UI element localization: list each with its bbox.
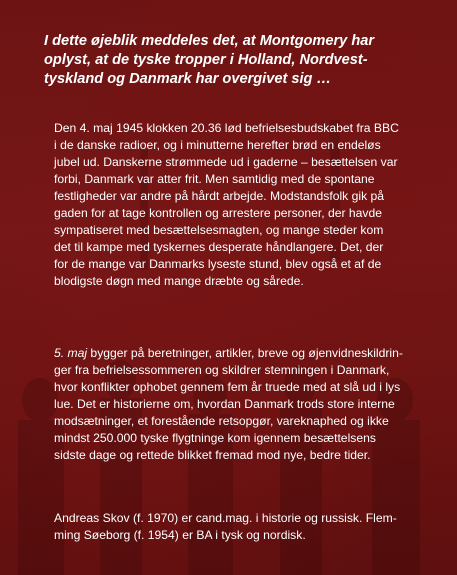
text-line: hvor konflikter ophobet gennem fem år truede med at slå ud i lys xyxy=(54,380,401,394)
text-line: Andreas Skov (f. 1970) er cand.mag. i historie og russisk. Flem- xyxy=(54,511,397,525)
headline-quote xyxy=(44,32,424,89)
headline-line: I dette øjeblik meddeles det, at Montgomery har xyxy=(44,33,375,49)
text-line: sympatiseret med besættelsesmagten, og mange steder kom xyxy=(54,223,384,237)
text-fragment: bygger på beretninger, artikler, breve og øjenvidneskildrin- xyxy=(87,346,403,360)
text-line: mindst 250.000 tyske flygtninge kom igennem besættelsens xyxy=(54,431,376,445)
text-line: ger fra befrielsessommeren og skildrer stemningen i Danmark, xyxy=(54,363,390,377)
book-title: 5. maj xyxy=(54,346,88,360)
paragraph-book-description xyxy=(54,345,410,464)
text-line xyxy=(54,345,410,362)
text-line: det til kampe med tyskernes desperate håndlangere. Det, der xyxy=(54,240,384,254)
headline-line: tyskland og Danmark har overgivet sig … xyxy=(44,71,332,87)
paragraph-author-bio xyxy=(54,510,410,544)
text-line: lue. Det er historierne om, hvordan Danmark trods store interne xyxy=(54,397,395,411)
headline-line: oplyst, at de tyske tropper i Holland, Nordvest- xyxy=(44,52,368,68)
paragraph-liberation xyxy=(54,120,410,290)
text-line: i de danske radioer, og i minutterne herefter brød en endeløs xyxy=(54,138,381,152)
text-line: gaden for at tage kontrollen og arrestere personer, der havde xyxy=(54,206,383,220)
text-line: sidste dage og rettede blikket fremad mod nye, bedre tider. xyxy=(54,448,371,462)
text-line: for de mange var Danmarks lyseste stund, blev også et af de xyxy=(54,257,382,271)
text-line: Den 4. maj 1945 klokken 20.36 lød befrielsesbudskabet fra BBC xyxy=(54,121,399,135)
text-line: ming Søeborg (f. 1954) er BA i tysk og nordisk. xyxy=(54,528,306,542)
text-line: jubel ud. Danskerne strømmede ud i gaderne – besættelsen var xyxy=(54,155,398,169)
text-line: festligheder var andre på hårdt arbejde. Modstandsfolk gik på xyxy=(54,189,385,203)
text-line: forbi, Danmark var atter frit. Men samtidig med de spontane xyxy=(54,172,375,186)
text-line: modsætninger, et forestående retsopgør, vareknaphed og ikke xyxy=(54,414,389,428)
text-line: blodigste døgn med mange dræbte og sårede. xyxy=(54,274,304,288)
